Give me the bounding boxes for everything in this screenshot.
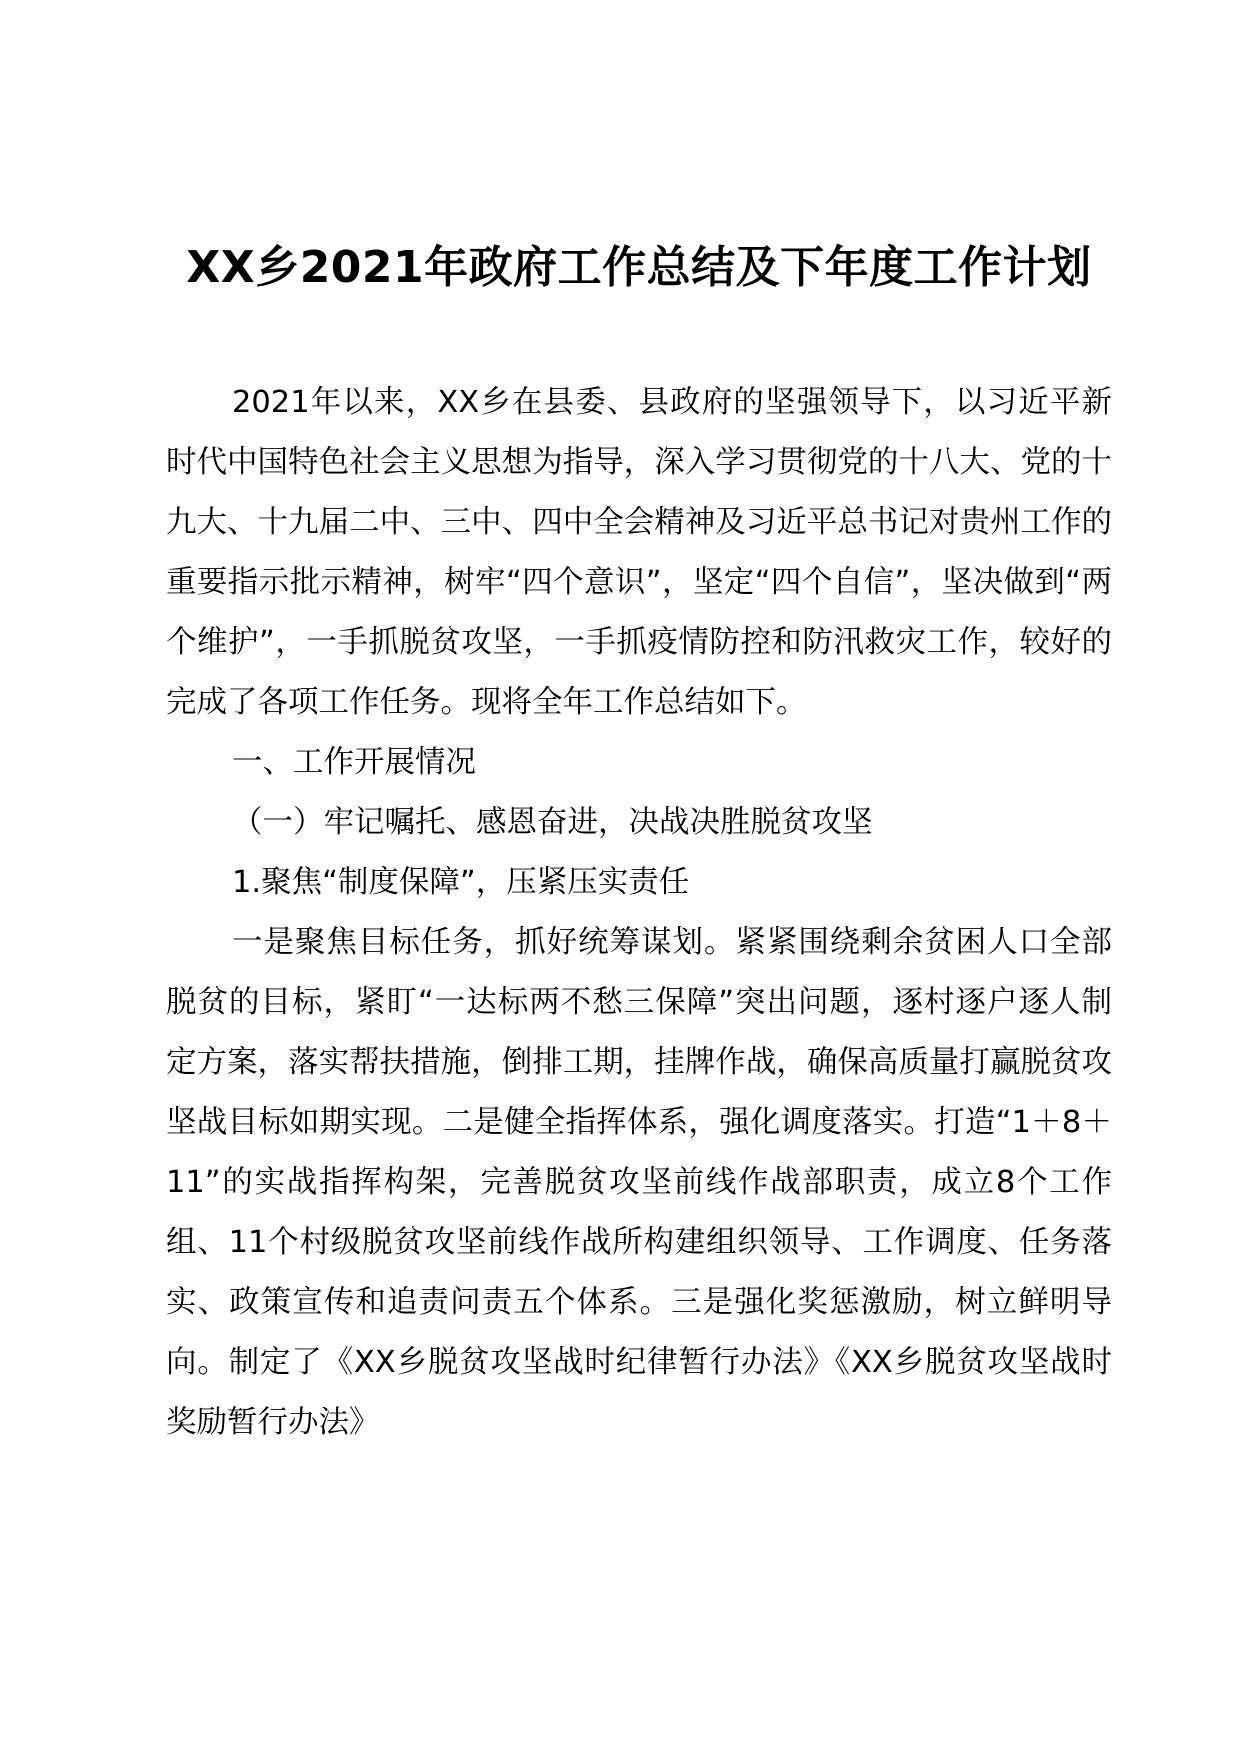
subsection-heading: （一）牢记嘱托、感恩奋进，决战决胜脱贫攻坚	[232, 805, 873, 840]
section-heading: 一、工作开展情况	[232, 745, 476, 780]
item-heading: 1.聚焦“制度保障”，压紧压实责任	[232, 865, 690, 900]
document-body	[166, 373, 1112, 1453]
intro-paragraph: 2021年以来，XX乡在县委、县政府的坚强领导下，以习近平新时代中国特色社会主义思想为指导，深入学习贯彻党的十八大、党的十九大、十九届二中、三中、四中全会精神及习近平总书记对贵州工作的重要指示批示精神，树牢“四个意识”，坚定“四个自信”，坚决做到“两个维护”，一手抓脱贫攻坚，一手抓疫情防控和防汛救灾工作，较好的完成了各项工作任务。现将全年工作总结如下。	[166, 385, 1112, 720]
document-title: XX乡2021年政府工作总结及下年度工作计划	[186, 242, 1092, 293]
body-paragraph: 一是聚焦目标任务，抓好统筹谋划。紧紧围绕剩余贫困人口全部脱贫的目标，紧盯“一达标两不愁三保障”突出问题，逐村逐户逐人制定方案，落实帮扶措施，倒排工期，挂牌作战，确保高质量打赢脱贫攻坚战目标如期实现。二是健全指挥体系，强化调度落实。打造“1＋8＋11”的实战指挥构架，完善脱贫攻坚前线作战部职责，成立8个工作组、11个村级脱贫攻坚前线作战所构建组织领导、工作调度、任务落实、政策宣传和追责问责五个体系。三是强化奖惩激励，树立鲜明导向。制定了《XX乡脱贫攻坚战时纪律暂行办法》《XX乡脱贫攻坚战时奖励暂行办法》	[166, 925, 1112, 1440]
